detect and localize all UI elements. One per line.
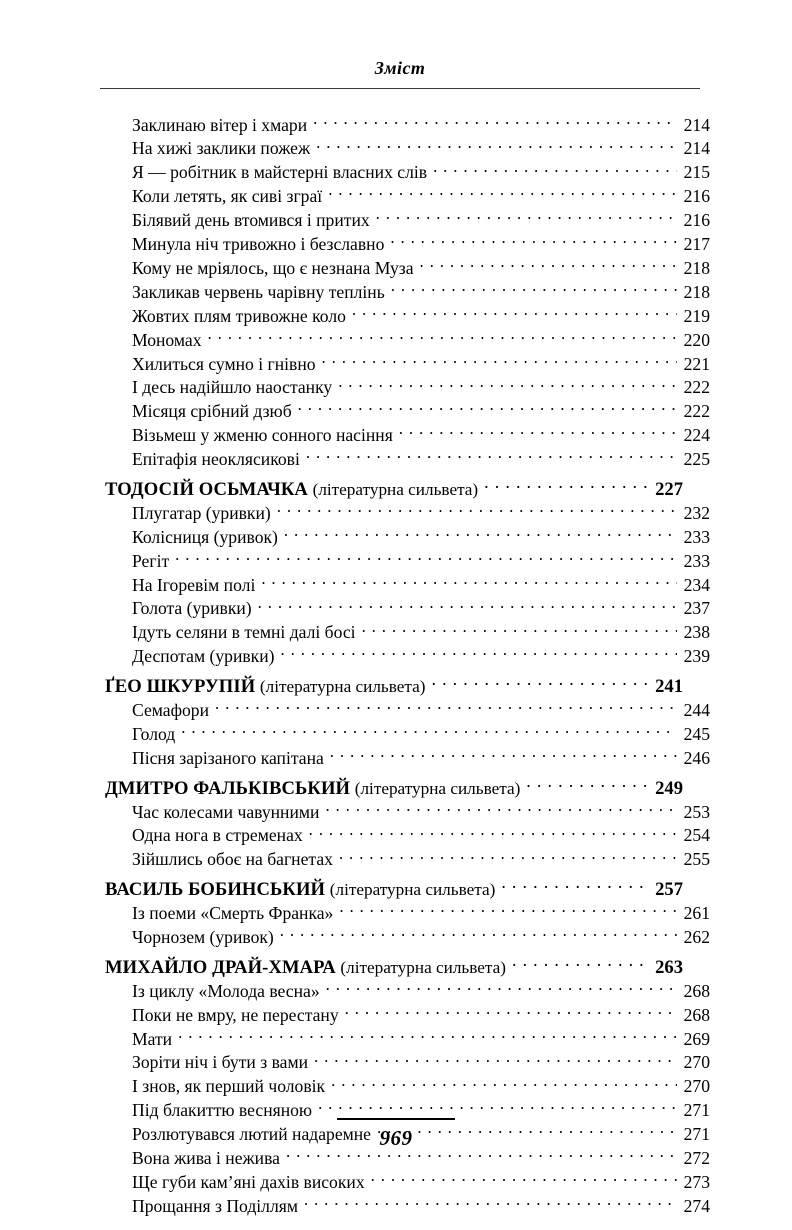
toc-page-number: 221: [683, 353, 710, 374]
toc-page-number: 216: [683, 210, 710, 231]
toc-entry-row[interactable]: [100, 376, 710, 400]
toc-page-number: 270: [683, 1052, 710, 1073]
toc-page-number: 263: [655, 956, 683, 978]
toc-section-author: ҐЕО ШКУРУПІЙ: [105, 676, 256, 698]
toc-page-number: 257: [655, 879, 683, 901]
toc-entry-row[interactable]: [100, 161, 710, 185]
toc-page-number: 224: [683, 425, 710, 446]
leader-dots: [391, 280, 677, 298]
toc-entry-row[interactable]: [100, 722, 710, 746]
leader-dots: [376, 209, 677, 227]
toc-section-subtitle: (літературна сильвета): [312, 479, 479, 499]
toc-section-label: [105, 478, 478, 501]
toc-entry-row[interactable]: [100, 304, 710, 328]
toc-entry-row[interactable]: [100, 525, 710, 549]
toc-section-author: ТОДОСІЙ ОСЬМАЧКА: [105, 478, 308, 500]
toc-entry-title: Голота (уривки): [132, 598, 252, 619]
toc-entry-title: На хижі заклики пожеж: [132, 138, 311, 159]
toc-page-number: 234: [683, 574, 710, 595]
leader-dots: [258, 597, 677, 615]
toc-entry-title: Ще губи кам’яні дахів високих: [132, 1171, 365, 1192]
leader-dots: [352, 304, 677, 322]
toc-entry-title: Розлютувався лютий надаремне: [132, 1124, 371, 1145]
running-head: [100, 58, 700, 79]
toc-entry-title: Зоріти ніч і бути з вами: [132, 1052, 308, 1073]
toc-entry-row[interactable]: [100, 1003, 710, 1027]
leader-dots: [309, 824, 677, 842]
toc-entry-row[interactable]: [100, 1194, 710, 1218]
toc-entry-row[interactable]: [100, 800, 710, 824]
toc-entry-title: Прощання з Поділлям: [132, 1195, 298, 1216]
leader-dots: [362, 621, 677, 639]
toc-entry-title: Епітафія неоклясикові: [132, 449, 300, 470]
toc-entry-title: Під блакиттю весняною: [132, 1100, 313, 1121]
toc-entry-row[interactable]: [100, 256, 710, 280]
leader-dots: [325, 800, 677, 818]
leader-dots: [371, 1170, 677, 1188]
toc-page-number: 273: [683, 1171, 710, 1192]
toc-page-number: 239: [683, 646, 710, 667]
toc-entry-title: Пісня зарізаного капітана: [132, 747, 324, 768]
leader-dots: [501, 877, 650, 896]
toc-entry-title: Плугатар (уривки): [132, 502, 271, 523]
toc-entry-row[interactable]: [100, 698, 710, 722]
toc-page-number: 249: [655, 777, 683, 799]
toc-page-number: 233: [683, 526, 710, 547]
leader-dots: [215, 698, 677, 716]
running-head-rule: [100, 88, 700, 89]
toc-entry-row[interactable]: [100, 573, 710, 597]
toc-page-number: 215: [683, 162, 710, 183]
leader-dots: [390, 232, 677, 250]
toc-section-author: ВАСИЛЬ БОБИНСЬКИЙ: [105, 879, 326, 901]
toc-entry-title: Білявий день втомився і притих: [132, 210, 370, 231]
toc-entry-title: Деспотам (уривки): [132, 646, 275, 667]
toc-entry-title: Закликав червень чарівну теплінь: [132, 281, 385, 302]
toc-entry-row[interactable]: [100, 1027, 710, 1051]
toc-page-number: 218: [683, 281, 710, 302]
toc-section-subtitle: (літературна сильвета): [354, 778, 521, 798]
toc-entry-row[interactable]: [100, 621, 710, 645]
toc-page-number: 261: [683, 903, 710, 924]
toc-page-number: 272: [683, 1148, 710, 1168]
toc-page-number: 214: [683, 138, 710, 159]
toc-page-number: 262: [683, 926, 710, 947]
leader-dots: [313, 113, 677, 131]
toc-entry-title: Із циклу «Молода весна»: [132, 980, 320, 1001]
toc-section-row[interactable]: [100, 476, 683, 501]
leader-dots: [399, 424, 677, 442]
toc-entry-row[interactable]: [100, 902, 710, 926]
toc-section-row[interactable]: [100, 775, 683, 800]
toc-entry-title: Коли летять, як сиві зграї: [132, 186, 323, 207]
toc-entry-title: Візьмеш у жменю сонного насіння: [132, 425, 393, 446]
toc-entry-title: Час колесами чавунними: [132, 801, 320, 822]
toc-entry-row[interactable]: [100, 1170, 710, 1194]
toc-entry-row[interactable]: [100, 1075, 710, 1099]
toc-page-number: 268: [683, 980, 710, 1001]
toc-entry-row[interactable]: [100, 232, 710, 256]
toc-page-number: 220: [683, 329, 710, 350]
toc-section-author: МИХАЙЛО ДРАЙ-ХМАРА: [105, 956, 336, 978]
toc-section-label: [105, 777, 520, 800]
running-head-title: Зміст: [374, 58, 426, 78]
toc-entry-row[interactable]: [100, 424, 710, 448]
toc-page-number: 255: [683, 849, 710, 870]
toc-entry-row[interactable]: [100, 209, 710, 233]
leader-dots: [178, 1027, 677, 1045]
toc-page-number: 245: [683, 723, 710, 744]
toc-entry-title: Із поеми «Смерть Франка»: [132, 903, 334, 924]
toc-section-row[interactable]: [100, 673, 683, 698]
toc-entry-row[interactable]: [100, 925, 710, 949]
leader-dots: [484, 476, 650, 495]
toc-page-number: 214: [683, 114, 710, 135]
toc-entry-row[interactable]: [100, 549, 710, 573]
toc-entry-title: Кому не мріялось, що є незнана Муза: [132, 257, 414, 278]
leader-dots: [338, 376, 677, 394]
leader-dots: [431, 673, 650, 692]
leader-dots: [512, 954, 650, 973]
toc-entry-row[interactable]: [100, 280, 710, 304]
toc-section-subtitle: (літературна сильвета): [340, 957, 506, 977]
toc-page-number: 222: [683, 377, 710, 398]
toc-page-number: 227: [655, 478, 683, 500]
leader-dots: [175, 549, 677, 567]
leader-dots: [433, 161, 677, 179]
leader-dots: [281, 645, 678, 663]
toc-page-number: 218: [683, 257, 710, 278]
toc-section-label: [105, 675, 425, 698]
toc-page-number: 253: [683, 801, 710, 822]
leader-dots: [330, 746, 677, 764]
toc-entry-title: Заклинаю вітер і хмари: [132, 114, 308, 135]
toc-entry-title: Мономах: [132, 329, 202, 350]
leader-dots: [339, 848, 677, 866]
toc-entry-title: І десь надійшло наостанку: [132, 377, 333, 398]
toc-entry-row[interactable]: [100, 501, 710, 525]
toc-entry-title: Місяця срібний дзюб: [132, 401, 292, 422]
toc-entry-row[interactable]: [100, 447, 710, 471]
folio-rule: [337, 1118, 455, 1120]
toc-entry-title: Колісниця (уривок): [132, 526, 278, 547]
toc-entry-title: Мати: [132, 1028, 173, 1049]
toc-page-number: 217: [683, 234, 710, 255]
toc-page-number: 244: [683, 699, 710, 720]
toc-entry-title: Регіт: [132, 550, 170, 571]
toc-section-subtitle: (літературна сильвета): [329, 880, 496, 900]
page-footer: [0, 1118, 792, 1151]
toc-entry-row[interactable]: [100, 848, 710, 872]
toc-page-number: 271: [683, 1124, 710, 1145]
toc-entry-row[interactable]: [100, 746, 710, 770]
toc-page-number: 270: [683, 1076, 710, 1097]
toc-page-number: 233: [683, 550, 710, 571]
toc-entry-title: Минула ніч тривожно і безславно: [132, 234, 385, 255]
leader-dots: [322, 352, 677, 370]
leader-dots: [339, 902, 677, 920]
table-of-contents: [100, 113, 710, 1218]
toc-section-subtitle: (літературна сильвета): [259, 677, 426, 697]
toc-page-number: 225: [683, 449, 710, 470]
leader-dots: [316, 137, 677, 155]
toc-entry-title: На Ігоревім полі: [132, 574, 256, 595]
toc-page-number: 274: [683, 1195, 710, 1216]
toc-entry-row[interactable]: [100, 113, 710, 137]
toc-entry-title: Вона жива і нежива: [132, 1148, 280, 1168]
toc-entry-row[interactable]: [100, 328, 710, 352]
toc-page-number: 271: [683, 1100, 710, 1121]
toc-entry-row[interactable]: [100, 1051, 710, 1075]
toc-entry-row[interactable]: [100, 352, 710, 376]
toc-section-label: [105, 878, 495, 901]
leader-dots: [526, 775, 650, 794]
toc-page-number: 254: [683, 825, 710, 846]
leader-dots: [261, 573, 677, 591]
toc-entry-title: Жовтих плям тривожне коло: [132, 305, 346, 326]
toc-page-number: 241: [655, 676, 683, 698]
toc-entry-title: Хилиться сумно і гнівно: [132, 353, 316, 374]
toc-section-row[interactable]: [100, 954, 683, 979]
toc-entry-row[interactable]: [100, 137, 710, 161]
leader-dots: [298, 400, 677, 418]
leader-dots: [208, 328, 678, 346]
toc-entry-row[interactable]: [100, 400, 710, 424]
leader-dots: [318, 1099, 677, 1117]
folio-number: 969: [379, 1126, 413, 1150]
toc-entry-row[interactable]: [100, 824, 710, 848]
leader-dots: [304, 1194, 677, 1212]
toc-entry-title: Голод: [132, 723, 176, 744]
toc-entry-row[interactable]: [100, 645, 710, 669]
toc-page-number: 219: [683, 305, 710, 326]
toc-entry-title: Зійшлись обоє на багнетах: [132, 849, 333, 870]
leader-dots: [328, 185, 677, 203]
leader-dots: [280, 925, 677, 943]
toc-entry-row[interactable]: [100, 979, 710, 1003]
toc-page-number: 222: [683, 401, 710, 422]
toc-page-number: 237: [683, 598, 710, 619]
toc-entry-title: Одна нога в стременах: [132, 825, 303, 846]
toc-section-author: ДМИТРО ФАЛЬКІВСЬКИЙ: [105, 777, 351, 799]
toc-page-number: 232: [683, 502, 710, 523]
toc-entry-title: Поки не вмру, не перестану: [132, 1004, 339, 1025]
toc-entry-title: Ідуть селяни в темні далі босі: [132, 622, 356, 643]
toc-page-number: 246: [683, 747, 710, 768]
toc-page-number: 238: [683, 622, 710, 643]
leader-dots: [314, 1051, 677, 1069]
leader-dots: [345, 1003, 677, 1021]
toc-section-label: [105, 956, 506, 979]
toc-page-number: 216: [683, 186, 710, 207]
leader-dots: [326, 979, 677, 997]
leader-dots: [277, 501, 677, 519]
toc-entry-row[interactable]: [100, 597, 710, 621]
leader-dots: [331, 1075, 677, 1093]
toc-page-number: 268: [683, 1004, 710, 1025]
leader-dots: [284, 525, 677, 543]
leader-dots: [306, 447, 677, 465]
toc-entry-title: Чорнозем (уривок): [132, 926, 274, 947]
leader-dots: [181, 722, 677, 740]
toc-page-number: 269: [683, 1028, 710, 1049]
toc-entry-row[interactable]: [100, 185, 710, 209]
toc-entry-title: І знов, як перший чоловік: [132, 1076, 326, 1097]
toc-section-row[interactable]: [100, 877, 683, 902]
toc-entry-title: Я — робітник в майстерні власних слів: [132, 162, 428, 183]
leader-dots: [420, 256, 677, 274]
toc-entry-title: Семафори: [132, 699, 209, 720]
